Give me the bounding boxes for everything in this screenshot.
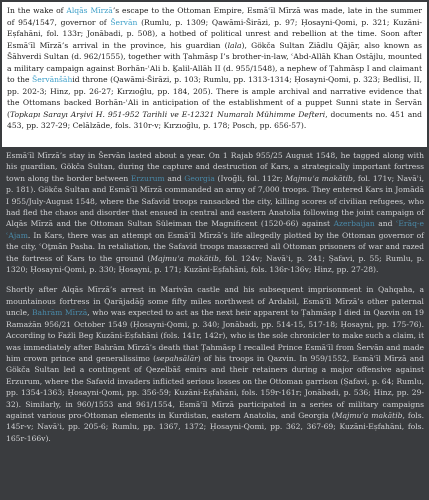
text-span: (Rumlu, p. 1309; Qawāmi-Širāzi, p. 97; Ḥosayni-Qomi, p. 321; Kuzāni-Eṣfahāni, fol. 133r; Jonābadi, p. 508), a hotbed of political unrest and rebellion at the time. Soon after Esmāʿīl Mīrzā’s arrival in the province, his guardian ( bbox=[7, 17, 422, 50]
link-servansah[interactable]: Šervānšāh bbox=[32, 75, 73, 84]
italic-title: Majmuʿa makātib bbox=[150, 253, 219, 263]
text-span: Shortly after Alqās Mīrzā’s arrest in Marivān castle and his subsequent imprisonment in Qahqaha, a mountainous fortress in Qarājadāḡ some fifty miles northwest of Ardabil, Esmāʿīl Mīrzā’s other paternal uncle, bbox=[6, 285, 424, 318]
italic-title: Majmuʿa makātib bbox=[334, 410, 403, 420]
link-eraq-e-ajam[interactable]: ʿErāq-e ʿAjam bbox=[6, 219, 424, 240]
link-alqas-mirza[interactable]: Alqās Mīrzā bbox=[66, 6, 113, 15]
text-span: (Ivoğli, fol. 112r; bbox=[214, 173, 286, 183]
link-servan[interactable]: Šervān bbox=[110, 17, 138, 27]
text-span: . In Kars, there was an attempt on Esmāʿīl Mīrzā’s life allegedly plotted by the Ottoman governor of the city, ʿOṯmān Pasha. In retaliation, the Safavid troops massacred all Ottoman prisoners of war and razed the fortress of Kars to the ground ( bbox=[6, 230, 424, 263]
text-span: , fols. 145r-v; Navāʾi, pp. 205-6; Rumlu, pp. 1367, 1372; Ḥosayni-Qomi, pp. 362, 367-69; Kuzāni-Eṣfahāni, fols. 165r-166v). bbox=[6, 410, 425, 443]
dimmed-content bbox=[6, 150, 424, 453]
text-span: and bbox=[164, 173, 185, 183]
highlighted-paragraph bbox=[7, 5, 422, 132]
text-span: Esmāʿīl Mīrzā’s stay in Šervān lasted about a year. On 1 Rajab 955/25 August 1548, he tagged along with his guardian, Gökča Sultan, during the capture and destruction of Kars, a strategically important fortress town along the border between bbox=[6, 151, 424, 183]
text-span: and bbox=[374, 219, 397, 229]
paragraph-3 bbox=[6, 284, 424, 444]
italic-term: sepahsālār bbox=[156, 353, 198, 363]
link-azerbaijan[interactable]: Azerbaijan bbox=[333, 219, 375, 229]
italic-term: lala bbox=[227, 40, 242, 50]
paragraph-2 bbox=[6, 150, 424, 275]
text-span: ), Gökča Sultan Ziādlu Qājār, also known as Šāhverdi Sultan (d. 962/1555), together with Ṭahmāsp I’s brother-in-law, ʿAbd-Allāh Khan Ostājlu, mounted a military campaign against Borhān-ʿAli b. Ḵalil-Allāh II (d. 955/1548), a nephew of Ṭahmāsp I and claimant to the bbox=[7, 40, 422, 84]
text-span: , who was expected to act as the next heir apparent to Ṭahmāsp I died in Qazvin on 19 Ramażān 956/21 October 1549 (Ḥosayni-Qomi, p. 340; Jonābadi, pp. 514-15, 517-18; Ḥosayni, pp. 175-76). According to Fażli Beg Kuzāni-Eṣfahāni (fols. 141r, 142r), who is the sole chronicler to make such a claim, it was immediately after Bahrām Mīrzā’s death that Ṭahmāsp I recalled Prince Esmāʿīl from Šervān and made him crown prince and generalissimo ( bbox=[6, 308, 424, 363]
text-span: , fol. 171v; Navāʾi, p. 181). Gökča Sultan and Esmāʿīl Mīrzā commanded an army of 7,000 troops. They entered Kars in Jomādā I 955/July-August 1548, where the Safavid troops ransacked the city, killing scores of civilian refugees, who had fled the chaos and disorder that ensued in central and eastern Anatolia following the joint campaign of Alqās Mīrzā and the Ottoman Sultan Süleiman the Magnificent (1520-66) against bbox=[6, 173, 424, 229]
text-span: ’s escape to the Ottoman Empire, Esmāʿīl Mīrzā was made, late in the summer of 954/1547, governor of bbox=[7, 6, 422, 27]
link-erzurum[interactable]: Erzurum bbox=[130, 173, 165, 183]
link-bahram-mirza[interactable]: Bahrām Mīrzā bbox=[31, 308, 88, 318]
text-span: , fol. 124v; Navāʾi, p. 241; Ṣafavi, p. 55; Rumlu, p. 1320; Ḥosayni-Qomi, p. 330; Ḥosayni, p. 171; Kuzāni-Eṣfahāni, fols. 136r-136v; Hinz, pp. 27-28). bbox=[6, 253, 424, 275]
text-span: ) of his troops in Qazvin. In 959/1552, Esmāʿīl Mīrzā and Gökča Sultan led a contingent of Qezelbāš emirs and their retainers during a major offensive against Erzurum, where the Safavid invaders inflicted serious losses on the Ottoman garrison (Ṣafavi, p. 64; Rumlu, pp. 1354-1363; Ḥosayni-Qomi, pp. 356-59; Kuzāni-Eṣfahāni, fols. 159r-161r; Jonābadi, p. 536; Hinz, pp. 29-32). Similarly, in 960/1553 and 961/1554, Esmāʿīl Mīrzā participated in a series of military campaigns against various pro-Ottoman elements in Kurdistan, eastern Anatolia, and Georgia ( bbox=[6, 353, 425, 420]
italic-title: Majmuʿa makātib bbox=[285, 173, 353, 183]
italic-title: Topkapı Sarayı Arşivi H. 951-952 Tarihli ve E-12321 Numaralı Mühimme Defteri bbox=[9, 109, 326, 119]
text-span: , documents no. 451 and 453, pp. 327-29; Celālzāde, fols. 310r-v; Kırzıoğlu, p. 178; Posch, pp. 656-57). bbox=[7, 109, 422, 130]
text-span: In the wake of bbox=[7, 6, 67, 15]
link-georgia[interactable]: Georgia bbox=[184, 173, 215, 183]
highlighted-paragraph-card bbox=[2, 2, 427, 147]
text-span: id throne (Qawāmi-Širāzi, p. 103; Rumlu, pp. 1313-1314; Ḥosayni-Qomi, p. 323; Bedlisi, II, pp. 202-3; Hinz, pp. 26-27; Kırzıoğlu, pp. 184, 205). There is ample archival and narrative evidence that the Ottomans backed Borhān-ʿAli in anticipation of the establishment of a puppet Sunni state in Šervān ( bbox=[7, 75, 423, 119]
